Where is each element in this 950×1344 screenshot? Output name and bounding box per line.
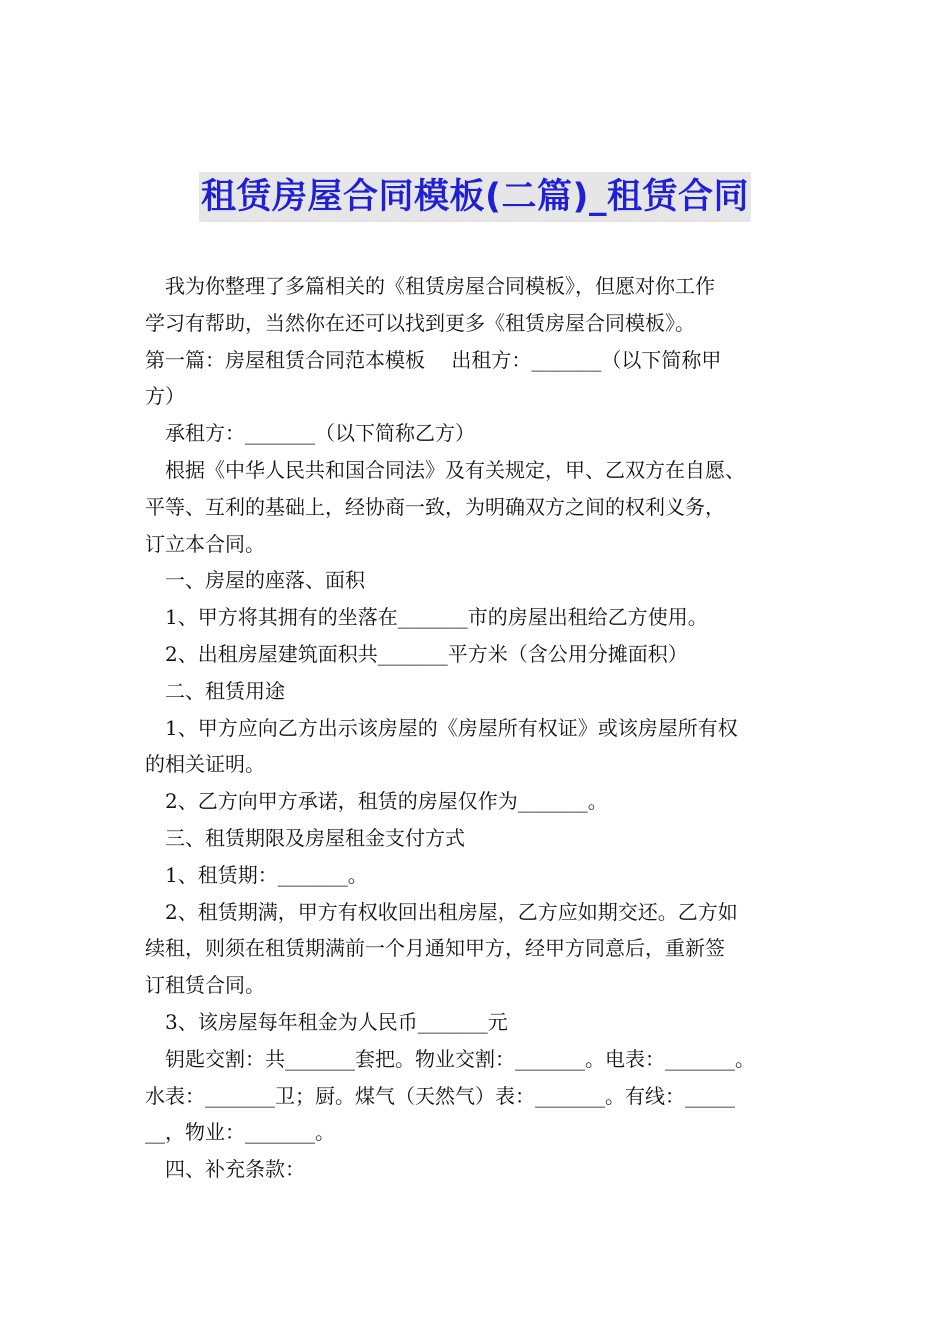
preamble-line-3: 订立本合同。 <box>145 531 265 556</box>
section-one-item-1: 1、甲方将其拥有的坐落在_______市的房屋出租给乙方使用。 <box>165 605 708 630</box>
section-two-item-1-cont: 的相关证明。 <box>145 752 265 777</box>
section-three-heading: 三、租赁期限及房屋租金支付方式 <box>165 825 465 850</box>
section-two-item-2: 2、乙方向甲方承诺，租赁的房屋仅作为_______。 <box>165 789 608 814</box>
section-three-item-2: 2、租赁期满，甲方有权收回出租房屋，乙方应如期交还。乙方如 <box>165 899 738 924</box>
section-two-heading: 二、租赁用途 <box>165 678 285 703</box>
preamble-line-2: 平等、互利的基础上，经协商一致，为明确双方之间的权利义务， <box>145 494 725 519</box>
section-two-item-1: 1、甲方应向乙方出示该房屋的《房屋所有权证》或该房屋所有权 <box>165 715 738 740</box>
section-three-item-3: 3、该房屋每年租金为人民币_______元 <box>165 1009 508 1034</box>
section-one-heading: 一、房屋的座落、面积 <box>165 568 365 593</box>
section-four-heading: 四、补充条款： <box>165 1157 305 1182</box>
preamble-line-1: 根据《中华人民共和国合同法》及有关规定，甲、乙双方在自愿、 <box>165 457 745 482</box>
intro-line-1: 我为你整理了多篇相关的《租赁房屋合同模板》，但愿对你工作 <box>165 274 715 298</box>
document-body <box>145 268 825 1188</box>
title-container <box>0 172 950 222</box>
handover-line-1: 钥匙交割：共_______套把。物业交割：_______。电表：_______。 <box>165 1046 755 1071</box>
section-one-item-2: 2、出租房屋建筑面积共_______平方米（含公用分摊面积） <box>165 641 688 666</box>
intro-line-2: 学习有帮助，当然你在还可以找到更多《租赁房屋合同模板》。 <box>145 310 695 335</box>
chapter-one-heading-line-cont: 方） <box>145 384 185 409</box>
lessee-line: 承租方：_______（以下简称乙方） <box>165 421 475 446</box>
document-title: 租赁房屋合同模板(二篇)_租赁合同 <box>199 172 751 222</box>
section-three-item-2-cont-2: 订租赁合同。 <box>145 973 265 998</box>
handover-line-2: 水表：_______卫；厨。煤气（天然气）表：_______。有线：_____ <box>145 1083 735 1108</box>
section-three-item-1: 1、租赁期：_______。 <box>165 862 368 887</box>
section-three-item-2-cont: 续租，则须在租赁期满前一个月通知甲方，经甲方同意后，重新签 <box>145 936 725 961</box>
chapter-one-heading-line: 第一篇：房屋租赁合同范本模板 出租方：_______（以下简称甲 <box>145 347 722 372</box>
handover-line-3: __，物业：_______。 <box>145 1120 335 1145</box>
